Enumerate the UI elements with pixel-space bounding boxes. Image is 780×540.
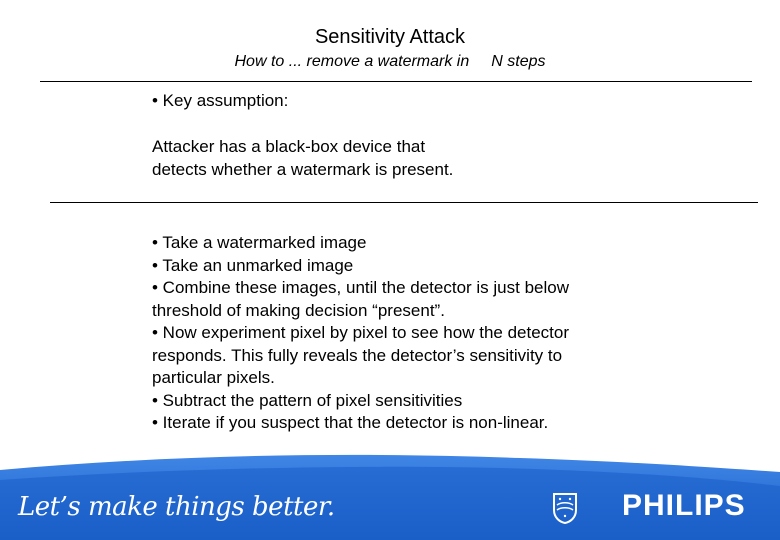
steps-line: responds. This fully reveals the detector’s sensitivity to	[152, 345, 563, 365]
steps-line: • Iterate if you suspect that the detector is non-linear.	[152, 413, 549, 432]
slide-subtitle	[0, 53, 780, 71]
steps-line: • Take an unmarked image	[152, 255, 354, 275]
footer-slogan: Let’s make things better.	[18, 492, 335, 522]
steps-line: • Subtract the pattern of pixel sensitivities	[152, 390, 463, 410]
assumption-heading: • Key assumption:	[152, 91, 289, 110]
steps-list	[152, 232, 652, 435]
subtitle-part-2: N steps	[491, 53, 546, 70]
philips-wordmark: PHILIPS	[622, 489, 746, 522]
divider-middle	[50, 202, 758, 203]
steps-line: particular pixels.	[152, 368, 275, 387]
attacker-line-1: Attacker has a black-box device that	[152, 137, 426, 156]
steps-line: • Now experiment pixel by pixel to see how the detector	[152, 323, 569, 342]
steps-line: • Take a watermarked image	[152, 233, 367, 252]
subtitle-part-1: How to ... remove a watermark in	[234, 53, 470, 70]
divider-top	[40, 81, 752, 82]
attacker-line-2: detects whether a watermark is present.	[152, 159, 454, 179]
steps-line: • Combine these images, until the detector is just below	[152, 278, 569, 297]
attacker-description	[152, 136, 672, 181]
slide-title: Sensitivity Attack	[314, 26, 466, 48]
philips-shield-icon	[552, 492, 578, 524]
steps-line: threshold of making decision “present”.	[152, 300, 445, 320]
